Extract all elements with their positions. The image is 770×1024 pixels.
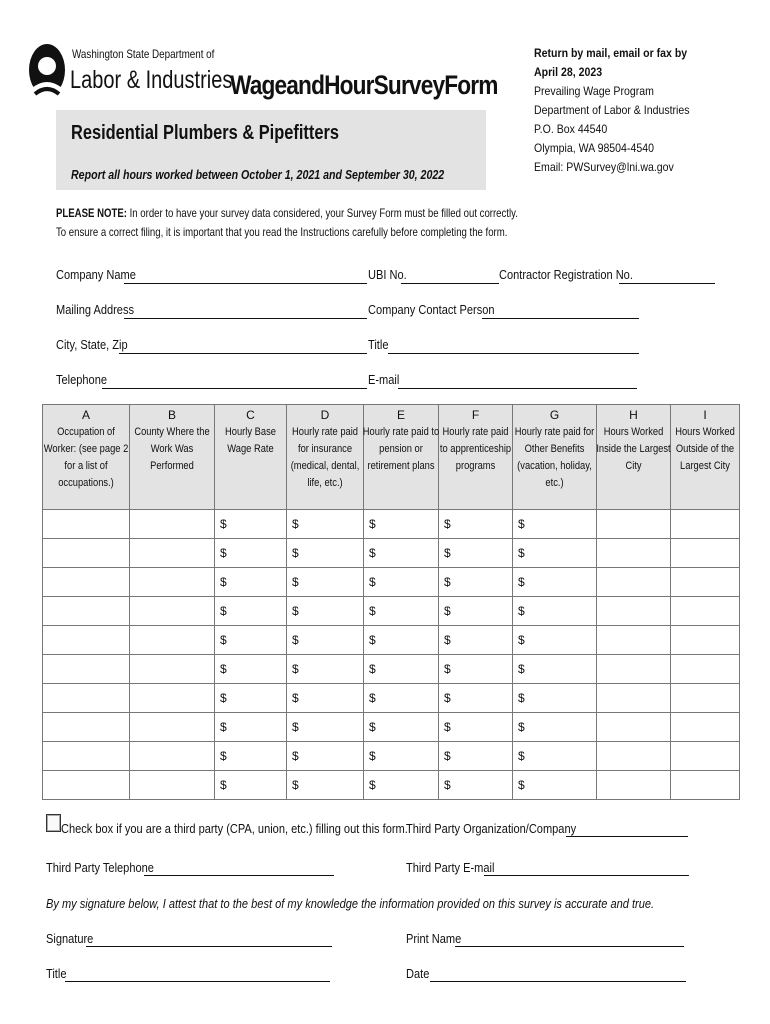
city-state-zip-field[interactable]	[119, 353, 367, 354]
table-cell-h[interactable]	[597, 771, 671, 800]
table-cell-c[interactable]	[215, 742, 287, 771]
mailing-address-field[interactable]	[124, 318, 367, 319]
table-row	[43, 568, 740, 597]
currency-symbol: $	[444, 604, 451, 618]
title-label: Title	[368, 337, 389, 352]
return-heading-line1: Return by mail, email or fax by	[534, 46, 688, 60]
currency-symbol: $	[220, 517, 227, 531]
currency-symbol: $	[369, 691, 376, 705]
currency-symbol: $	[518, 633, 525, 647]
currency-symbol: $	[220, 749, 227, 763]
table-cell-i[interactable]	[671, 655, 740, 684]
table-cell-f[interactable]	[439, 568, 513, 597]
table-cell-d[interactable]	[287, 626, 364, 655]
currency-symbol: $	[292, 546, 299, 560]
table-cell-i[interactable]	[671, 568, 740, 597]
column-header-i	[671, 405, 740, 510]
column-letter: F	[471, 408, 480, 422]
email-label: E-mail	[368, 372, 400, 387]
table-cell-b[interactable]	[130, 568, 215, 597]
column-description: Hours Worked Inside the Largest City	[596, 426, 671, 472]
note-line2: To ensure a correct filing, it is important that you read the Instructions carefully before completing the form.	[56, 225, 508, 239]
note-label: PLEASE NOTE:	[56, 206, 127, 220]
table-row	[43, 597, 740, 626]
table-cell-b[interactable]	[130, 655, 215, 684]
return-line: Department of Labor & Industries	[534, 103, 690, 117]
city-state-zip-label: City, State, Zip	[56, 337, 128, 352]
return-line: Prevailing Wage Program	[534, 84, 654, 98]
table-cell-g[interactable]	[513, 510, 597, 539]
table-cell-c[interactable]	[215, 510, 287, 539]
form-title: WageandHourSurveyForm	[230, 70, 498, 100]
currency-symbol: $	[518, 691, 525, 705]
currency-symbol: $	[444, 633, 451, 647]
table-row	[43, 742, 740, 771]
wage-survey-table	[42, 404, 740, 800]
contractor-reg-field[interactable]	[619, 283, 715, 284]
column-header-h	[597, 405, 671, 510]
table-cell-d[interactable]	[287, 510, 364, 539]
table-cell-c[interactable]	[215, 539, 287, 568]
column-header-f	[439, 405, 513, 510]
table-cell-h[interactable]	[597, 713, 671, 742]
table-cell-f[interactable]	[439, 539, 513, 568]
column-header-g	[513, 405, 597, 510]
table-cell-f[interactable]	[439, 742, 513, 771]
currency-symbol: $	[292, 720, 299, 734]
table-cell-a[interactable]	[43, 568, 130, 597]
table-body	[43, 510, 740, 800]
return-line: Olympia, WA 98504-4540	[534, 141, 654, 155]
table-cell-e[interactable]	[364, 626, 439, 655]
column-letter: B	[167, 408, 176, 422]
table-cell-c[interactable]	[215, 655, 287, 684]
third-party-email-field[interactable]	[484, 875, 689, 876]
currency-symbol: $	[518, 546, 525, 560]
column-description: Hours Worked Outside of the Largest City	[675, 426, 735, 472]
third-party-org-label: Third Party Organization/Company	[406, 821, 577, 836]
currency-symbol: $	[292, 691, 299, 705]
third-party-checkbox[interactable]	[46, 814, 61, 832]
table-cell-i[interactable]	[671, 742, 740, 771]
date-label: Date	[406, 966, 430, 981]
currency-symbol: $	[369, 604, 376, 618]
currency-symbol: $	[444, 575, 451, 589]
currency-symbol: $	[292, 662, 299, 676]
table-cell-c[interactable]	[215, 626, 287, 655]
report-period: Report all hours worked between October 1, 2021 and September 30, 2022	[71, 168, 445, 182]
column-header-d	[287, 405, 364, 510]
date-field[interactable]	[430, 981, 686, 982]
table-cell-d[interactable]	[287, 684, 364, 713]
table-cell-c[interactable]	[215, 684, 287, 713]
table-cell-d[interactable]	[287, 597, 364, 626]
table-cell-e[interactable]	[364, 510, 439, 539]
table-cell-f[interactable]	[439, 655, 513, 684]
column-letter: D	[320, 408, 330, 422]
table-cell-d[interactable]	[287, 771, 364, 800]
return-line: Email: PWSurvey@lni.wa.gov	[534, 160, 674, 174]
currency-symbol: $	[369, 749, 376, 763]
currency-symbol: $	[518, 720, 525, 734]
table-cell-a[interactable]	[43, 626, 130, 655]
currency-symbol: $	[444, 546, 451, 560]
signature-title-label: Title	[46, 966, 67, 981]
table-cell-d[interactable]	[287, 655, 364, 684]
table-cell-e[interactable]	[364, 771, 439, 800]
table-cell-g[interactable]	[513, 771, 597, 800]
table-cell-h[interactable]	[597, 626, 671, 655]
currency-symbol: $	[444, 691, 451, 705]
currency-symbol: $	[292, 749, 299, 763]
currency-symbol: $	[518, 778, 525, 792]
table-cell-c[interactable]	[215, 568, 287, 597]
table-cell-h[interactable]	[597, 597, 671, 626]
column-description: Hourly rate paid to apprenticeship programs	[439, 426, 512, 472]
currency-symbol: $	[220, 575, 227, 589]
table-row	[43, 713, 740, 742]
company-name-field[interactable]	[124, 283, 367, 284]
table-row	[43, 655, 740, 684]
table-cell-e[interactable]	[364, 597, 439, 626]
column-description: Hourly rate paid to pension or retirement plans	[362, 426, 440, 472]
contact-person-label: Company Contact Person	[368, 302, 495, 317]
column-description: Hourly rate paid for insurance (medical, dental, life, etc.)	[290, 426, 360, 489]
table-cell-e[interactable]	[364, 539, 439, 568]
column-description: Hourly rate paid for Other Benefits (vacation, holiday, etc.)	[514, 426, 595, 489]
attestation-text: By my signature below, I attest that to the best of my knowledge the information provided on this survey is accurate and true.	[46, 896, 655, 911]
signature-field[interactable]	[86, 946, 332, 947]
third-party-telephone-field[interactable]	[144, 875, 334, 876]
table-cell-f[interactable]	[439, 510, 513, 539]
agency-name-line2: Labor & Industries	[70, 66, 233, 94]
currency-symbol: $	[369, 778, 376, 792]
currency-symbol: $	[220, 691, 227, 705]
print-name-label: Print Name	[406, 931, 462, 946]
currency-symbol: $	[369, 517, 376, 531]
table-cell-h[interactable]	[597, 655, 671, 684]
currency-symbol: $	[518, 604, 525, 618]
currency-symbol: $	[292, 604, 299, 618]
table-cell-c[interactable]	[215, 713, 287, 742]
table-cell-i[interactable]	[671, 713, 740, 742]
currency-symbol: $	[220, 720, 227, 734]
table-cell-d[interactable]	[287, 539, 364, 568]
table-cell-h[interactable]	[597, 568, 671, 597]
table-cell-g[interactable]	[513, 742, 597, 771]
currency-symbol: $	[518, 517, 525, 531]
currency-symbol: $	[369, 720, 376, 734]
currency-symbol: $	[518, 749, 525, 763]
table-cell-c[interactable]	[215, 771, 287, 800]
table-cell-a[interactable]	[43, 684, 130, 713]
table-cell-b[interactable]	[130, 626, 215, 655]
currency-symbol: $	[444, 749, 451, 763]
print-name-field[interactable]	[455, 946, 684, 947]
currency-symbol: $	[220, 662, 227, 676]
agency-name-line1: Washington State Department of	[72, 47, 215, 61]
column-letter: G	[549, 408, 560, 422]
currency-symbol: $	[444, 720, 451, 734]
company-name-label: Company Name	[56, 267, 136, 282]
column-letter: C	[246, 408, 255, 422]
currency-symbol: $	[444, 517, 451, 531]
table-cell-f[interactable]	[439, 713, 513, 742]
currency-symbol: $	[444, 778, 451, 792]
table-cell-h[interactable]	[597, 684, 671, 713]
lni-logo-icon	[28, 36, 66, 98]
table-cell-e[interactable]	[364, 684, 439, 713]
ubi-field[interactable]	[401, 283, 499, 284]
email-field[interactable]	[398, 388, 637, 389]
third-party-telephone-label: Third Party Telephone	[46, 860, 154, 875]
column-header-b	[130, 405, 215, 510]
table-cell-i[interactable]	[671, 626, 740, 655]
table-cell-b[interactable]	[130, 539, 215, 568]
contractor-reg-label: Contractor Registration No.	[499, 267, 633, 282]
table-cell-b[interactable]	[130, 597, 215, 626]
table-cell-g[interactable]	[513, 713, 597, 742]
table-cell-f[interactable]	[439, 626, 513, 655]
column-header-a	[43, 405, 130, 510]
currency-symbol: $	[292, 633, 299, 647]
currency-symbol: $	[518, 662, 525, 676]
column-letter: E	[396, 408, 405, 422]
column-description: Occupation of Worker: (see page 2 for a list of occupations.)	[43, 426, 129, 489]
column-description: County Where the Work Was Performed	[134, 426, 210, 472]
table-cell-a[interactable]	[43, 713, 130, 742]
table-row	[43, 539, 740, 568]
telephone-label: Telephone	[56, 372, 107, 387]
table-cell-d[interactable]	[287, 568, 364, 597]
table-row	[43, 684, 740, 713]
column-letter: A	[81, 408, 90, 422]
table-cell-h[interactable]	[597, 510, 671, 539]
currency-symbol: $	[292, 517, 299, 531]
third-party-email-label: Third Party E-mail	[406, 860, 495, 875]
currency-symbol: $	[220, 778, 227, 792]
table-cell-d[interactable]	[287, 713, 364, 742]
currency-symbol: $	[369, 662, 376, 676]
third-party-checkbox-label: Check box if you are a third party (CPA, union, etc.) filling out this form.	[61, 821, 408, 836]
table-cell-d[interactable]	[287, 742, 364, 771]
column-letter: I	[703, 408, 707, 422]
table-cell-f[interactable]	[439, 684, 513, 713]
table-cell-b[interactable]	[130, 713, 215, 742]
table-cell-g[interactable]	[513, 684, 597, 713]
table-cell-a[interactable]	[43, 771, 130, 800]
title-field[interactable]	[388, 353, 639, 354]
table-cell-g[interactable]	[513, 626, 597, 655]
table-cell-b[interactable]	[130, 684, 215, 713]
table-cell-g[interactable]	[513, 539, 597, 568]
table-cell-b[interactable]	[130, 771, 215, 800]
table-cell-b[interactable]	[130, 510, 215, 539]
table-cell-c[interactable]	[215, 597, 287, 626]
table-cell-g[interactable]	[513, 568, 597, 597]
column-description: Hourly Base Wage Rate	[225, 426, 276, 455]
please-note	[56, 204, 518, 242]
trade-title: Residential Plumbers & Pipefitters	[71, 122, 339, 144]
return-line: P.O. Box 44540	[534, 122, 608, 136]
contact-person-field[interactable]	[482, 318, 639, 319]
currency-symbol: $	[444, 662, 451, 676]
table-cell-b[interactable]	[130, 742, 215, 771]
table-cell-f[interactable]	[439, 771, 513, 800]
table-cell-i[interactable]	[671, 597, 740, 626]
table-row	[43, 510, 740, 539]
return-heading-line2: April 28, 2023	[534, 65, 603, 79]
currency-symbol: $	[369, 575, 376, 589]
column-letter: H	[629, 408, 638, 422]
table-row	[43, 626, 740, 655]
table-cell-i[interactable]	[671, 684, 740, 713]
mailing-address-label: Mailing Address	[56, 302, 135, 317]
signature-title-field[interactable]	[65, 981, 330, 982]
table-cell-g[interactable]	[513, 655, 597, 684]
table-cell-i[interactable]	[671, 771, 740, 800]
currency-symbol: $	[518, 575, 525, 589]
table-cell-e[interactable]	[364, 713, 439, 742]
currency-symbol: $	[292, 575, 299, 589]
column-header-e	[364, 405, 439, 510]
currency-symbol: $	[220, 546, 227, 560]
table-header-row	[43, 405, 740, 510]
currency-symbol: $	[220, 633, 227, 647]
table-cell-e[interactable]	[364, 568, 439, 597]
table-cell-e[interactable]	[364, 742, 439, 771]
column-header-c	[215, 405, 287, 510]
table-cell-f[interactable]	[439, 597, 513, 626]
return-address-block	[534, 44, 690, 177]
currency-symbol: $	[369, 546, 376, 560]
table-cell-e[interactable]	[364, 655, 439, 684]
table-cell-i[interactable]	[671, 510, 740, 539]
signature-label: Signature	[46, 931, 94, 946]
table-cell-h[interactable]	[597, 539, 671, 568]
third-party-org-field[interactable]	[566, 836, 688, 837]
currency-symbol: $	[292, 778, 299, 792]
table-cell-i[interactable]	[671, 539, 740, 568]
table-cell-a[interactable]	[43, 655, 130, 684]
currency-symbol: $	[369, 633, 376, 647]
table-cell-h[interactable]	[597, 742, 671, 771]
table-cell-g[interactable]	[513, 597, 597, 626]
table-cell-a[interactable]	[43, 597, 130, 626]
telephone-field[interactable]	[102, 388, 367, 389]
table-cell-a[interactable]	[43, 510, 130, 539]
currency-symbol: $	[220, 604, 227, 618]
table-row	[43, 771, 740, 800]
note-line1: In order to have your survey data considered, your Survey Form must be filled out correctly.	[126, 206, 518, 220]
table-cell-a[interactable]	[43, 539, 130, 568]
ubi-label: UBI No.	[368, 267, 407, 282]
table-cell-a[interactable]	[43, 742, 130, 771]
